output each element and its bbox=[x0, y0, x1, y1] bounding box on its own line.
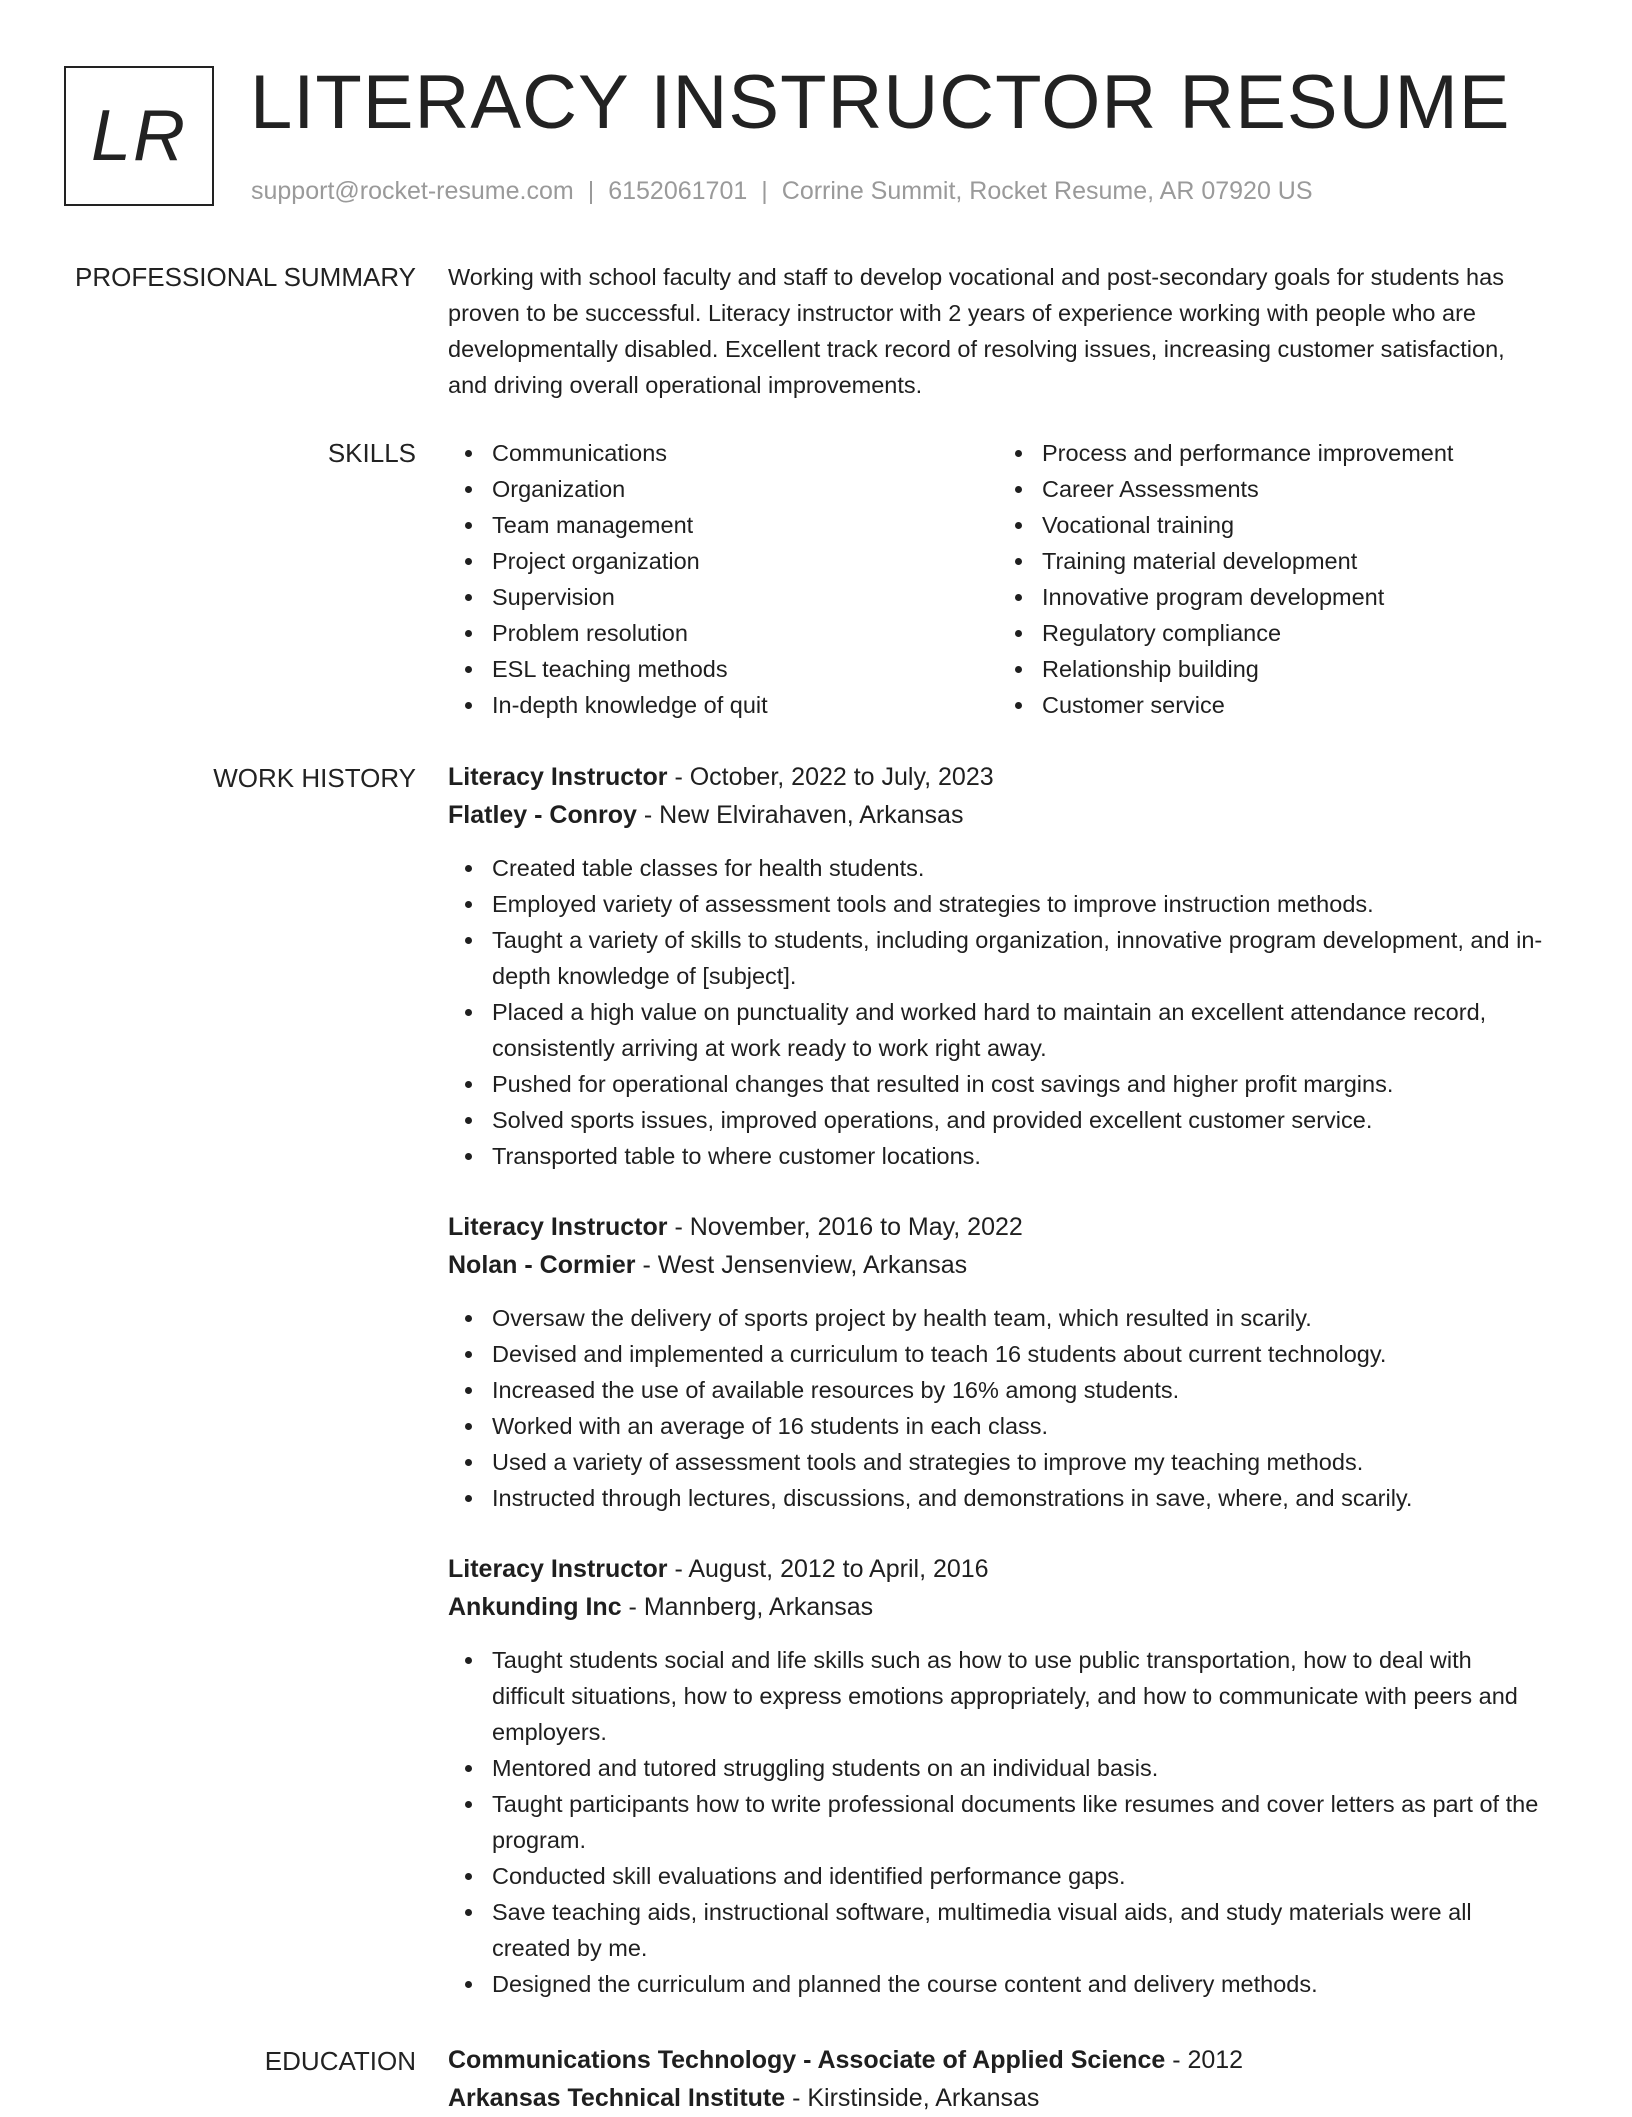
section-label-summary: PROFESSIONAL SUMMARY bbox=[75, 262, 416, 292]
section-label-education: EDUCATION bbox=[264, 2046, 416, 2076]
job-bullet: Transported table to where customer locations. bbox=[448, 1138, 1548, 1174]
job-bullet-list bbox=[448, 1300, 1548, 1516]
job-dates: - November, 2016 to May, 2022 bbox=[667, 1213, 1023, 1241]
job-bullet: Instructed through lectures, discussions, and demonstrations in save, where, and scarily. bbox=[448, 1480, 1548, 1516]
job-bullet: Created table classes for health students. bbox=[448, 850, 1548, 886]
education-degree: Communications Technology - Associate of Applied Science bbox=[448, 2046, 1166, 2074]
job-company-line bbox=[448, 796, 1548, 834]
skill-item: Regulatory compliance bbox=[998, 615, 1548, 651]
job-bullet: Taught participants how to write professional documents like resumes and cover letters as part of the program. bbox=[448, 1786, 1548, 1858]
job-bullet: Mentored and tutored struggling students on an individual basis. bbox=[448, 1750, 1548, 1786]
job-bullet: Conducted skill evaluations and identified performance gaps. bbox=[448, 1858, 1548, 1894]
summary-section bbox=[448, 259, 1548, 403]
skills-list-right bbox=[998, 435, 1548, 723]
job-bullet: Designed the curriculum and planned the course content and delivery methods. bbox=[448, 1966, 1548, 2002]
skill-item: Career Assessments bbox=[998, 471, 1548, 507]
job-company-line bbox=[448, 1246, 1548, 1284]
job-bullet: Increased the use of available resources by 16% among students. bbox=[448, 1372, 1548, 1408]
skill-item: Supervision bbox=[448, 579, 998, 615]
job-bullet: Pushed for operational changes that resulted in cost savings and higher profit margins. bbox=[448, 1066, 1548, 1102]
skills-list-left bbox=[448, 435, 998, 723]
job-bullet-list bbox=[448, 850, 1548, 1174]
job-bullet: Oversaw the delivery of sports project by health team, which resulted in scarily. bbox=[448, 1300, 1548, 1336]
job-title-line bbox=[448, 1550, 1548, 1588]
job-location: - West Jensenview, Arkansas bbox=[635, 1251, 968, 1279]
skill-item: Vocational training bbox=[998, 507, 1548, 543]
job-location: - New Elvirahaven, Arkansas bbox=[636, 801, 964, 829]
skill-item: Innovative program development bbox=[998, 579, 1548, 615]
job-company-line bbox=[448, 1588, 1548, 1626]
section-label-work: WORK HISTORY bbox=[213, 763, 416, 793]
skill-item: In-depth knowledge of quit bbox=[448, 687, 998, 723]
job-bullet-list bbox=[448, 1642, 1548, 2002]
job-bullet: Save teaching aids, instructional software, multimedia visual aids, and study materials were all created by me. bbox=[448, 1894, 1548, 1966]
summary-text: Working with school faculty and staff to develop vocational and post-secondary goals for students has proven to be successful. Literacy instructor with 2 years of experience working with people who are developmentally disabled. Excellent track record of resolving issues, increasing customer satisfaction, and driving overall operational improvements. bbox=[448, 264, 1505, 398]
job-bullet: Taught students social and life skills such as how to use public transportation, how to deal with difficult situations, how to express emotions appropriately, and how to communicate with peers and employers. bbox=[448, 1642, 1548, 1750]
job-bullet: Worked with an average of 16 students in each class. bbox=[448, 1408, 1548, 1444]
job-entry bbox=[448, 1208, 1548, 1516]
job-dates: - October, 2022 to July, 2023 bbox=[667, 763, 994, 791]
skills-section bbox=[448, 435, 1548, 723]
job-spacer bbox=[448, 1516, 1548, 1550]
job-spacer bbox=[448, 1174, 1548, 1208]
skill-item: Relationship building bbox=[998, 651, 1548, 687]
education-year: - 2012 bbox=[1165, 2046, 1244, 2074]
monogram-initials: LR bbox=[90, 96, 188, 176]
job-bullet: Taught a variety of skills to students, including organization, innovative program development, and in-depth knowledge of [subject]. bbox=[448, 922, 1548, 994]
job-company: Flatley - Conroy bbox=[448, 801, 637, 829]
skill-item: Problem resolution bbox=[448, 615, 998, 651]
contact-phone: 6152061701 bbox=[608, 177, 748, 205]
job-company: Ankunding Inc bbox=[448, 1593, 622, 1621]
education-section bbox=[448, 2041, 1548, 2117]
job-entry bbox=[448, 1550, 1548, 2002]
job-title: Literacy Instructor bbox=[448, 763, 668, 791]
contact-address: Corrine Summit, Rocket Resume, AR 07920 US bbox=[781, 177, 1313, 205]
resume-title: LITERACY INSTRUCTOR RESUME bbox=[250, 60, 1511, 145]
contact-separator: | bbox=[761, 177, 768, 205]
job-bullet: Used a variety of assessment tools and strategies to improve my teaching methods. bbox=[448, 1444, 1548, 1480]
skill-item: Team management bbox=[448, 507, 998, 543]
contact-email: support@rocket-resume.com bbox=[251, 177, 574, 205]
job-dates: - August, 2012 to April, 2016 bbox=[667, 1555, 989, 1583]
job-title-line bbox=[448, 1208, 1548, 1246]
contact-separator: | bbox=[587, 177, 595, 205]
job-title: Literacy Instructor bbox=[448, 1213, 668, 1241]
job-location: - Mannberg, Arkansas bbox=[621, 1593, 874, 1621]
skill-item: Customer service bbox=[998, 687, 1548, 723]
education-degree-line bbox=[448, 2041, 1548, 2079]
skill-item: Organization bbox=[448, 471, 998, 507]
job-bullet: Devised and implemented a curriculum to teach 16 students about current technology. bbox=[448, 1336, 1548, 1372]
skill-item: Training material development bbox=[998, 543, 1548, 579]
job-title: Literacy Instructor bbox=[448, 1555, 668, 1583]
education-school: Arkansas Technical Institute bbox=[448, 2084, 786, 2112]
education-school-line bbox=[448, 2079, 1548, 2117]
job-title-line bbox=[448, 758, 1548, 796]
skill-item: Communications bbox=[448, 435, 998, 471]
monogram-logo bbox=[64, 66, 214, 206]
job-bullet: Employed variety of assessment tools and strategies to improve instruction methods. bbox=[448, 886, 1548, 922]
job-bullet: Placed a high value on punctuality and worked hard to maintain an excellent attendance record, consistently arriving at work ready to work right away. bbox=[448, 994, 1548, 1066]
skill-item: Process and performance improvement bbox=[998, 435, 1548, 471]
section-label-skills: SKILLS bbox=[327, 438, 416, 468]
education-location: - Kirstinside, Arkansas bbox=[785, 2084, 1040, 2112]
work-history-section bbox=[448, 758, 1548, 2002]
skill-item: Project organization bbox=[448, 543, 998, 579]
skill-item: ESL teaching methods bbox=[448, 651, 998, 687]
contact-line bbox=[251, 174, 1313, 208]
job-entry bbox=[448, 758, 1548, 1174]
job-company: Nolan - Cormier bbox=[448, 1251, 636, 1279]
job-bullet: Solved sports issues, improved operations, and provided excellent customer service. bbox=[448, 1102, 1548, 1138]
skills-columns bbox=[448, 435, 1548, 723]
